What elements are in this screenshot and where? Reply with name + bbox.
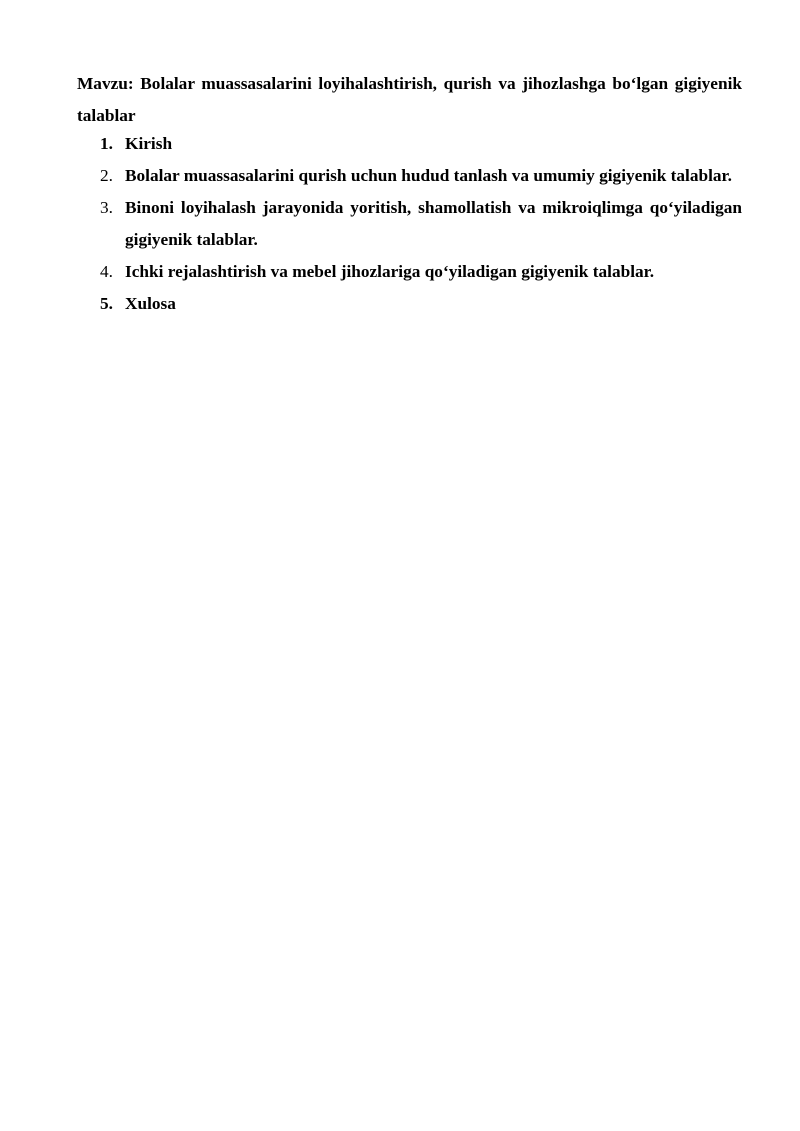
list-item (77, 128, 742, 160)
list-item-number: 1. (100, 134, 113, 153)
list-item-number: 2. (100, 166, 113, 185)
list-item-text: Bolalar muassasalarini qurish uchun hudud tanlash va umumiy gigiyenik talablar. (125, 166, 732, 185)
list-item (77, 192, 742, 256)
list-item (77, 288, 742, 320)
list-item-number: 3. (100, 198, 113, 217)
list-item-text: Ichki rejalashtirish va mebel jihozlariga qo‘yiladigan gigiyenik talablar. (125, 262, 655, 281)
list-item (77, 160, 742, 192)
topic-outline-list (77, 128, 742, 320)
document-title: Mavzu: Bolalar muassasalarini loyihalashtirish, qurish va jihozlashga bo‘lgan gigiyenik talablar (77, 74, 742, 125)
list-item (77, 256, 742, 288)
list-item-text: Binoni loyihalash jarayonida yoritish, shamollatish va mikroiqlimga qo‘yiladigan gigiyenik talablar. (125, 198, 742, 249)
list-item-number: 4. (100, 262, 113, 281)
list-item-number: 5. (100, 294, 113, 313)
list-item-text: Xulosa (125, 294, 176, 313)
list-item-text: Kirish (125, 134, 173, 153)
